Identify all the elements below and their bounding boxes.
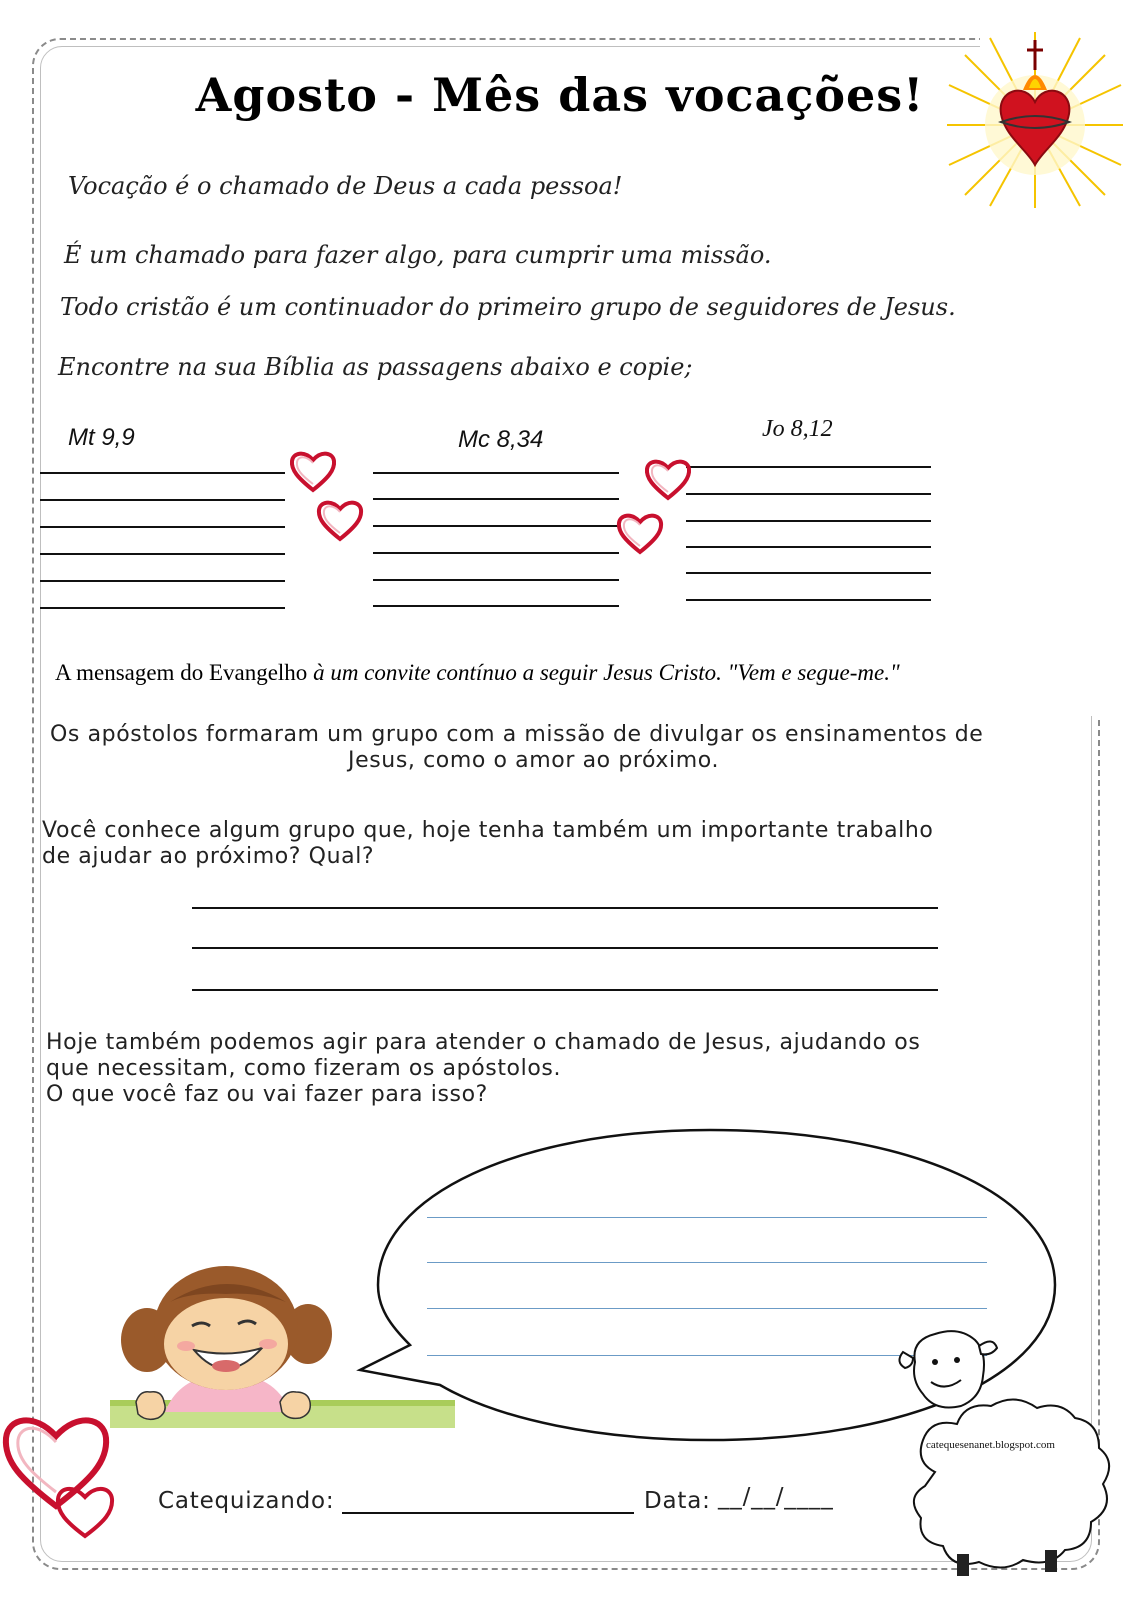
date-field[interactable]: __/__/____ bbox=[718, 1484, 834, 1510]
writing-line[interactable] bbox=[373, 605, 619, 607]
heart-icon bbox=[315, 497, 365, 543]
answer-line[interactable] bbox=[192, 989, 938, 991]
writing-line[interactable] bbox=[373, 472, 619, 474]
question-line: de ajudar ao próximo? Qual? bbox=[42, 844, 375, 869]
sacred-heart-icon bbox=[945, 30, 1125, 210]
writing-line[interactable] bbox=[686, 466, 931, 468]
action-paragraph-line: O que você faz ou vai fazer para isso? bbox=[46, 1082, 488, 1107]
gospel-message bbox=[55, 660, 900, 686]
apostles-paragraph-line: Os apóstolos formaram um grupo com a missão de divulgar os ensinamentos de bbox=[50, 722, 984, 747]
balloon-writing-line[interactable] bbox=[427, 1217, 987, 1218]
writing-line[interactable] bbox=[373, 579, 619, 581]
balloon-writing-line[interactable] bbox=[427, 1308, 987, 1309]
page-title: Agosto - Mês das vocações! bbox=[195, 68, 925, 122]
writing-line[interactable] bbox=[40, 472, 285, 474]
passage-ref-mc: Mc 8,34 bbox=[458, 426, 544, 453]
student-name-field[interactable] bbox=[342, 1512, 634, 1514]
writing-line[interactable] bbox=[686, 520, 931, 522]
writing-line[interactable] bbox=[40, 580, 285, 582]
heart-icon bbox=[643, 456, 693, 502]
writing-line[interactable] bbox=[40, 607, 285, 609]
writing-line[interactable] bbox=[686, 599, 931, 601]
writing-line[interactable] bbox=[686, 546, 931, 548]
intro-line: É um chamado para fazer algo, para cumprir uma missão. bbox=[64, 241, 772, 269]
writing-line[interactable] bbox=[686, 572, 931, 574]
answer-line[interactable] bbox=[192, 907, 938, 909]
writing-line[interactable] bbox=[40, 499, 285, 501]
blog-credit: catequesenanet.blogspot.com bbox=[926, 1439, 1055, 1451]
passage-ref-jo: Jo 8,12 bbox=[762, 416, 833, 442]
writing-line[interactable] bbox=[373, 525, 619, 527]
gospel-message-plain: A mensagem do Evangelho bbox=[55, 660, 314, 685]
writing-line[interactable] bbox=[686, 493, 931, 495]
answer-line[interactable] bbox=[192, 947, 938, 949]
gospel-message-italic: à um convite contínuo a seguir Jesus Cristo. "Vem e segue-me." bbox=[313, 660, 900, 685]
action-paragraph-line: que necessitam, como fizeram os apóstolos. bbox=[46, 1056, 562, 1081]
heart-icon bbox=[615, 510, 665, 556]
writing-line[interactable] bbox=[40, 526, 285, 528]
student-label: Catequizando: bbox=[158, 1488, 335, 1514]
question-line: Você conhece algum grupo que, hoje tenha também um importante trabalho bbox=[42, 818, 934, 843]
writing-line[interactable] bbox=[373, 498, 619, 500]
writing-line[interactable] bbox=[373, 552, 619, 554]
intro-line: Todo cristão é um continuador do primeiro grupo de seguidores de Jesus. bbox=[60, 293, 956, 321]
girl-illustration bbox=[110, 1262, 460, 1432]
apostles-paragraph-line: Jesus, como o amor ao próximo. bbox=[348, 748, 720, 773]
action-paragraph-line: Hoje também podemos agir para atender o chamado de Jesus, ajudando os bbox=[46, 1030, 921, 1055]
date-label: Data: bbox=[644, 1488, 711, 1514]
sheep-illustration bbox=[895, 1322, 1120, 1582]
heart-icon bbox=[54, 1482, 116, 1540]
writing-line[interactable] bbox=[40, 553, 285, 555]
heart-icon bbox=[288, 448, 338, 494]
balloon-writing-line[interactable] bbox=[427, 1262, 987, 1263]
passage-ref-mt: Mt 9,9 bbox=[68, 424, 135, 451]
intro-instruction: Encontre na sua Bíblia as passagens abaixo e copie; bbox=[58, 353, 693, 381]
intro-line: Vocação é o chamado de Deus a cada pessoa! bbox=[68, 172, 623, 200]
